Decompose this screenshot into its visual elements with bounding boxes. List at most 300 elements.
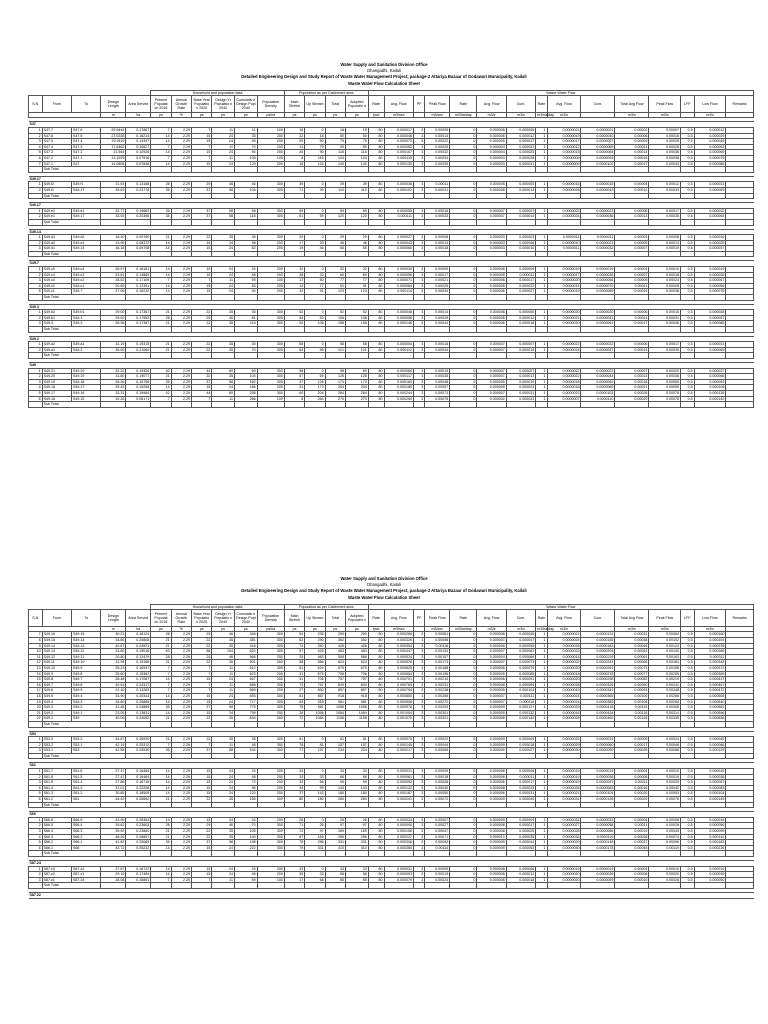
table-cell: 15	[191, 246, 211, 252]
table-cell: 29.00	[101, 310, 126, 316]
table-cell: 3	[413, 671, 424, 677]
table-cell: 3	[413, 791, 424, 797]
table-cell: S49.16	[42, 632, 71, 638]
table-cell: 0.10627	[126, 144, 151, 150]
table-cell: 43.99	[101, 817, 126, 823]
table-cell: 58	[212, 208, 235, 214]
table-cell: S49.c1	[72, 283, 101, 289]
table-cell: 80	[368, 638, 384, 644]
table-cell: 0.00084	[649, 632, 681, 638]
table-cell: S49.d1	[72, 240, 101, 246]
table-cell: 0.000073	[384, 139, 413, 145]
table-cell: 0.5	[681, 390, 695, 396]
table-cell: 0.5	[681, 208, 695, 214]
table-cell: 0.000012	[506, 872, 535, 878]
table-cell: 70	[235, 144, 258, 150]
table-cell: 601	[235, 660, 258, 666]
table-cell: 0.5	[681, 144, 695, 150]
table-cell: 69	[305, 374, 325, 380]
column-header: Cum.	[581, 95, 615, 112]
table-cell: 80	[368, 235, 384, 241]
table-cell: 198	[235, 840, 258, 846]
sub-total-label: Sub Total	[42, 721, 101, 727]
table-cell: 46	[235, 742, 258, 748]
table-cell: S49.c4	[42, 272, 71, 278]
table-cell: 0.000017	[506, 823, 535, 829]
table-cell: 1	[536, 649, 547, 655]
table-cell: 11	[284, 144, 304, 150]
table-cell: 0.00012	[615, 187, 649, 193]
table-cell: 4	[29, 785, 43, 791]
table-cell: 0	[450, 289, 477, 295]
table-cell: 0.0000031	[547, 737, 581, 743]
table-cell: 0.0000083	[581, 785, 615, 791]
table-cell: 0.5	[681, 682, 695, 688]
table-cell: 0.18124	[126, 632, 151, 638]
table-cell: 0.5	[681, 315, 695, 321]
table-cell: 94	[235, 150, 258, 156]
table-cell: 12	[29, 660, 43, 666]
table-cell: 270	[325, 396, 345, 402]
table-cell: 0.000004	[477, 654, 506, 660]
table-cell: 100	[257, 155, 284, 161]
table-cell: 0.00011	[615, 144, 649, 150]
column-header: Rate	[536, 609, 547, 626]
table-cell: 0.0000020	[547, 877, 581, 883]
table-cell: 2.29	[171, 390, 191, 396]
table-cell: S49.c2	[42, 283, 71, 289]
table-cell: 58	[346, 342, 369, 348]
table-cell: 3	[413, 797, 424, 803]
table-cell: 28	[284, 272, 304, 278]
table-cell: 0.28857	[126, 834, 151, 840]
table-cell: 60	[346, 272, 369, 278]
table-cell: 2.29	[171, 267, 191, 273]
table-cell: S47.5	[42, 139, 71, 145]
table-cell: 0.000055	[384, 208, 413, 214]
table-cell: 80	[368, 187, 384, 193]
table-cell: 18	[29, 693, 43, 699]
table-cell: S61.6	[42, 774, 71, 780]
table-cell: 0	[450, 716, 477, 722]
table-cell: 7	[151, 877, 171, 883]
table-cell: 80	[368, 289, 384, 295]
table-cell: 81	[346, 737, 369, 743]
table-cell: 52	[284, 310, 304, 316]
table-cell: 0.5	[681, 278, 695, 284]
table-cell: 0.0000178	[581, 845, 615, 851]
table-cell: 11	[235, 128, 258, 134]
table-cell: 87	[284, 834, 304, 840]
table-cell: 0.000005	[477, 385, 506, 391]
table-cell: 0.00219	[649, 677, 681, 683]
table-cell: 27.0228	[101, 133, 126, 139]
table-cell: 300	[257, 321, 284, 327]
table-cell: 0.000005	[477, 139, 506, 145]
table-cell: 0.0000024	[547, 638, 581, 644]
table-cell: 0.00009	[425, 267, 450, 273]
table-cell: 0.5	[681, 705, 695, 711]
column-header: Total	[325, 609, 345, 626]
table-cell: 0.000012	[694, 128, 726, 134]
table-cell: 381	[235, 638, 258, 644]
table-cell: 2.29	[171, 347, 191, 353]
table-cell: 0.0000155	[581, 638, 615, 644]
table-cell: 59	[284, 208, 304, 214]
table-cell: 0.06171	[126, 396, 151, 402]
table-cell: 3	[413, 208, 424, 214]
table-cell: 29	[325, 235, 345, 241]
section-name: S49	[29, 362, 754, 368]
table-cell: 0.00004	[615, 866, 649, 872]
table-cell: 33	[284, 774, 304, 780]
table-cell: 647	[235, 677, 258, 683]
table-cell: 124	[325, 155, 345, 161]
table-cell: 918	[305, 699, 325, 705]
column-header: PF	[413, 609, 424, 626]
table-cell: 0.16484	[126, 774, 151, 780]
table-cell: 0.0000023	[547, 390, 581, 396]
table-cell: 24	[235, 267, 258, 273]
table-cell: 352	[325, 638, 345, 644]
table-cell: 29	[346, 235, 369, 241]
table-cell: 0	[450, 638, 477, 644]
table-cell: 0.00025	[425, 283, 450, 289]
table-cell: 0.000075	[694, 289, 726, 295]
table-cell: S49.4	[72, 693, 101, 699]
table-cell: 0	[305, 866, 325, 872]
table-cell: 3	[413, 632, 424, 638]
table-cell: 21	[151, 374, 171, 380]
table-cell: 35	[212, 716, 235, 722]
table-cell: 52	[325, 310, 345, 316]
table-cell: 3	[29, 877, 43, 883]
table-cell: 0.000006	[477, 769, 506, 775]
table-cell: 77	[305, 283, 325, 289]
table-cell: 0.00090	[615, 682, 649, 688]
table-cell: 0.00011	[615, 780, 649, 786]
table-cell: 0.5	[681, 829, 695, 835]
table-cell: 0	[450, 278, 477, 284]
table-cell: 0.000006	[477, 877, 506, 883]
sheet-title: Waste Water Flow Calculation Sheet	[348, 594, 420, 600]
table-cell: 0.000394	[384, 643, 413, 649]
table-cell: 0.0000014	[547, 283, 581, 289]
table-cell: 0.00314	[649, 710, 681, 716]
table-cell: 0.00013	[425, 240, 450, 246]
table-cell: 0.000007	[477, 208, 506, 214]
table-cell: 0.000769	[384, 682, 413, 688]
table-cell: 0.0000018	[547, 671, 581, 677]
table-cell: 32.77	[101, 208, 126, 214]
table-cell: 0.00009	[425, 866, 450, 872]
table-cell: 0.0000069	[581, 144, 615, 150]
unit-cell: ps	[191, 112, 211, 118]
table-cell: 352	[305, 643, 325, 649]
table-cell: 62	[284, 638, 304, 644]
column-header: Rate	[536, 95, 547, 112]
table-cell: 300	[257, 638, 284, 644]
table-cell: 264	[346, 390, 369, 396]
table-cell: 0	[450, 654, 477, 660]
table-cell: 27.87	[101, 866, 126, 872]
table-cell: 2.29	[171, 144, 191, 150]
table-cell: 80	[368, 368, 384, 374]
table-cell: 1	[536, 342, 547, 348]
table-cell: 0	[450, 374, 477, 380]
table-cell: 74	[284, 643, 304, 649]
table-cell: 0.00044	[425, 742, 450, 748]
table-cell: 0	[450, 649, 477, 655]
table-cell: 0.0000019	[581, 267, 615, 273]
table-cell: 68	[325, 872, 345, 878]
table-cell: S49.f1	[42, 187, 71, 193]
table-cell: 7	[191, 877, 211, 883]
table-cell: 1	[536, 235, 547, 241]
table-cell: 830	[346, 682, 369, 688]
table-cell: 2.29	[171, 840, 191, 846]
table-cell: 33	[305, 872, 325, 878]
table-cell: 81	[284, 737, 304, 743]
table-cell: 28.52	[101, 278, 126, 284]
table-cell: 0	[305, 342, 325, 348]
table-cell: 0.000022	[506, 283, 535, 289]
table-cell: 0.5	[681, 660, 695, 666]
table-cell: 0.000039	[694, 872, 726, 878]
table-cell: 0.00163	[649, 654, 681, 660]
table-cell: 97	[325, 823, 345, 829]
table-cell: 21	[151, 797, 171, 803]
table-cell: 26	[305, 823, 325, 829]
table-cell: 3	[413, 665, 424, 671]
table-cell: 50	[346, 133, 369, 139]
table-cell: 59	[325, 208, 345, 214]
table-cell: 35	[151, 705, 171, 711]
table-cell: 0.0000036	[581, 272, 615, 278]
table-cell: 0.5	[681, 693, 695, 699]
table-cell: 48.26	[101, 834, 126, 840]
table-cell: 0.00007	[615, 246, 649, 252]
table-cell: 186	[235, 385, 258, 391]
table-cell: 16	[284, 161, 304, 167]
table-cell: 24	[212, 872, 235, 878]
table-cell: S49.10	[42, 665, 71, 671]
table-cell: 0.000114	[384, 289, 413, 295]
table-cell: 18	[346, 128, 369, 134]
table-cell: 0.00025	[615, 748, 649, 754]
header-row-labels	[29, 95, 754, 112]
table-cell: 21	[151, 347, 171, 353]
table-cell: 121	[325, 347, 345, 353]
table-cell: 300	[257, 214, 284, 220]
table-cell: 0.000063	[384, 872, 413, 878]
table-cell: 0.5	[681, 699, 695, 705]
table-cell: S49.6	[42, 688, 71, 694]
table-cell: 483	[305, 654, 325, 660]
column-header: Up Stream	[305, 609, 325, 626]
table-cell: 80	[368, 347, 384, 353]
table-cell: 3	[413, 150, 424, 156]
table-cell: 35	[212, 737, 235, 743]
table-cell: 2.29	[171, 187, 191, 193]
table-cell: 0.000025	[506, 829, 535, 835]
table-cell: 63	[284, 699, 304, 705]
table-cell: 4	[29, 283, 43, 289]
table-cell: 83	[235, 283, 258, 289]
table-cell: 3	[413, 246, 424, 252]
table-cell: 0.0000041	[581, 315, 615, 321]
table-cell: 0.000086	[694, 161, 726, 167]
table-cell: 0.22206	[126, 785, 151, 791]
table-cell: 669	[235, 688, 258, 694]
table-cell: 0.0000020	[547, 677, 581, 683]
table-cell: 0.00016	[425, 342, 450, 348]
table-cell: 3	[413, 677, 424, 683]
table-cell: S66.6	[42, 817, 71, 823]
table-cell: 0.00006	[615, 208, 649, 214]
table-cell: S47.2	[72, 150, 101, 156]
table-cell: 0.26652	[126, 797, 151, 803]
table-cell: S66.4	[42, 829, 71, 835]
table-cell: 1156	[325, 716, 345, 722]
table-cell: 0.000241	[384, 797, 413, 803]
table-cell: 0.00073	[425, 390, 450, 396]
table-cell: 121	[346, 347, 369, 353]
unit-cell: m3/sec	[384, 626, 413, 632]
table-cell: 0.000007	[477, 699, 506, 705]
table-cell: 0.0000020	[547, 321, 581, 327]
table-cell: 35	[235, 235, 258, 241]
table-cell: 0.00008	[615, 774, 649, 780]
table-cell: 0.0000020	[547, 310, 581, 316]
table-cell: 91	[346, 283, 369, 289]
table-cell: 0.00050	[649, 379, 681, 385]
table-cell: 80	[368, 840, 384, 846]
table-cell: 0.24889	[126, 705, 151, 711]
table-cell: 0	[450, 677, 477, 683]
table-cell: 200	[257, 872, 284, 878]
table-cell: 0.000075	[694, 155, 726, 161]
table-cell: 0.00115	[615, 705, 649, 711]
table-cell: 129	[235, 161, 258, 167]
table-cell: 80	[368, 716, 384, 722]
table-cell: 0.000048	[384, 310, 413, 316]
table-cell: 100	[257, 278, 284, 284]
table-cell: 0.000006	[477, 128, 506, 134]
table-cell: 0.00018	[425, 246, 450, 252]
table-cell: 81	[235, 315, 258, 321]
table-cell: 0.00173	[425, 660, 450, 666]
column-header: Rate	[450, 95, 477, 112]
table-cell: 0.000132	[506, 710, 535, 716]
column-header: Total Avg Flow	[615, 609, 649, 626]
table-cell: 35	[212, 829, 235, 835]
table-cell: 0.0000016	[547, 710, 581, 716]
office-title: Water Supply and Sanitation Division Office	[340, 62, 428, 67]
table-cell: 0.000006	[477, 791, 506, 797]
table-cell: S49.13	[42, 649, 71, 655]
table-cell: 0	[450, 840, 477, 846]
table-cell: 105	[235, 155, 258, 161]
table-cell: 0.0000044	[581, 374, 615, 380]
table-cell: 1056	[346, 705, 369, 711]
table-cell: S61.7	[42, 769, 71, 775]
table-cell: 157	[346, 742, 369, 748]
table-cell: S61.2	[72, 791, 101, 797]
table-cell: 2.29	[171, 310, 191, 316]
table-cell: 0	[450, 791, 477, 797]
column-header: Area Served	[126, 609, 151, 626]
table-cell: 0.17867	[126, 128, 151, 134]
table-cell: 0.23850	[126, 829, 151, 835]
table-cell: 0.0000023	[581, 208, 615, 214]
table-cell: 2.29	[171, 235, 191, 241]
table-cell: 140	[235, 834, 258, 840]
table-cell: 33	[284, 769, 304, 775]
table-cell: 0.15362	[126, 671, 151, 677]
table-cell: 0.5	[681, 791, 695, 797]
table-cell: 35	[212, 834, 235, 840]
table-cell: 57	[284, 374, 304, 380]
table-cell: 3	[413, 699, 424, 705]
table-cell: 1	[536, 866, 547, 872]
table-cell: 1	[536, 774, 547, 780]
table-cell: 58	[284, 368, 304, 374]
table-cell: 0.000524	[384, 654, 413, 660]
column-header: Peak Flow	[649, 609, 681, 626]
table-cell: 77	[284, 748, 304, 754]
table-cell: 0.0000031	[581, 737, 615, 743]
table-cell: 0.00004	[615, 817, 649, 823]
table-cell: S47.2	[42, 155, 71, 161]
table-cell: 2.29	[171, 665, 191, 671]
table-cell: 0.00004	[615, 267, 649, 273]
table-cell: 40.09	[101, 716, 126, 722]
table-cell: 80	[368, 823, 384, 829]
table-cell: 0.00082	[615, 677, 649, 683]
table-cell: 717	[235, 699, 258, 705]
unit-cell: m3/s	[649, 112, 681, 118]
table-cell: 42	[151, 368, 171, 374]
table-cell: 0.000017	[384, 128, 413, 134]
table-cell: 0.00013	[649, 240, 681, 246]
table-cell: 0.0000135	[581, 797, 615, 803]
table-cell: 0.000006	[477, 267, 506, 273]
table-cell: 0.00011	[615, 315, 649, 321]
table-cell: 58	[284, 660, 304, 666]
table-cell: 0.000003	[477, 240, 506, 246]
table-cell: 1	[536, 840, 547, 846]
table-cell: 0.0000011	[547, 235, 581, 241]
table-cell: 0.0000022	[581, 342, 615, 348]
table-cell: 0.000021	[506, 144, 535, 150]
table-cell: 14	[151, 246, 171, 252]
table-cell: 204	[325, 385, 345, 391]
table-cell: 0.19166	[126, 660, 151, 666]
table-cell: 33	[346, 769, 369, 775]
table-cell: 39	[305, 187, 325, 193]
table-cell: 0.000183	[694, 840, 726, 846]
table-cell: S49.c3	[42, 278, 71, 284]
table-cell: 4	[29, 144, 43, 150]
table-cell: 200	[257, 385, 284, 391]
table-cell: 0.00024	[649, 278, 681, 284]
table-cell: 3	[413, 705, 424, 711]
column-header: Total	[325, 95, 345, 112]
table-cell: 0.000372	[694, 665, 726, 671]
table-cell: 300	[257, 705, 284, 711]
table-cell: 28	[151, 654, 171, 660]
